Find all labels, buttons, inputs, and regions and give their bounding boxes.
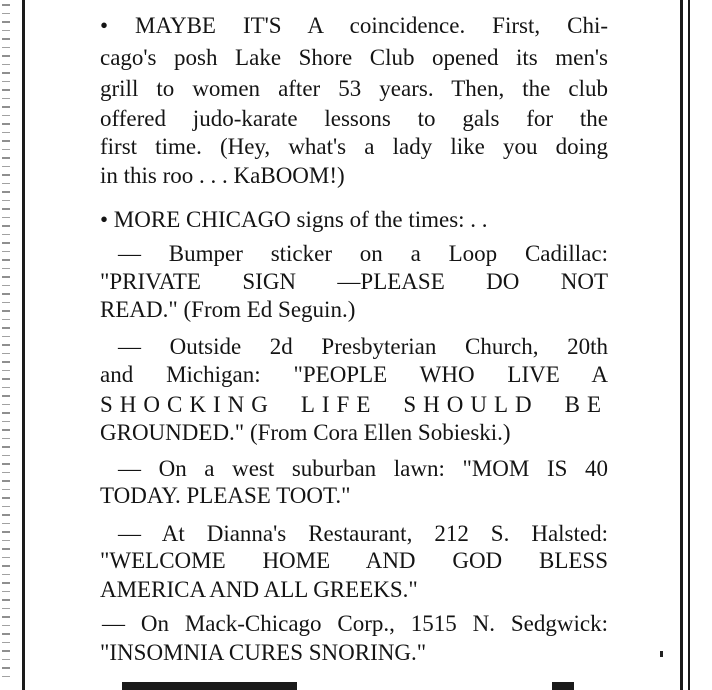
clipped-text-fragment [552, 682, 574, 690]
item1-line-5: first time. (Hey, what's a lady like you doing [100, 134, 608, 159]
clipped-next-line [122, 680, 612, 690]
entry5-line-2: "INSOMNIA CURES SNORING." [100, 640, 427, 665]
item1-line-1: • MAYBE IT'S A coincidence. First, Chi- [100, 13, 608, 38]
entry2-line-3: SHOCKING LIFE SHOULD BE [100, 392, 608, 417]
entry1-line-3: READ." (From Ed Seguin.) [100, 297, 356, 322]
entry1-line-1: — Bumper sticker on a Loop Cadillac: [118, 241, 608, 266]
left-margin-print-marks [2, 4, 10, 684]
entry4-line-2: "WELCOME HOME AND GOD BLESS [100, 548, 608, 573]
entry2-line-1: — Outside 2d Presbyterian Church, 20th [118, 334, 608, 359]
entry2-line-4: GROUNDED." (From Cora Ellen Sobieski.) [100, 420, 511, 445]
item1-line-6: in this roo . . . KaBOOM!) [100, 163, 345, 188]
entry4-line-1: — At Dianna's Restaurant, 212 S. Halsted: [118, 521, 608, 546]
entry5-line-1: — On Mack-Chicago Corp., 1515 N. Sedgwick: [102, 611, 608, 636]
right-column-rule [680, 0, 683, 690]
item1-line-3: grill to women after 53 years. Then, the club [100, 76, 608, 101]
entry3-line-2: TODAY. PLEASE TOOT." [100, 483, 351, 508]
clipped-text-fragment [122, 682, 297, 690]
entry4-line-3: AMERICA AND ALL GREEKS." [100, 577, 418, 602]
entry1-line-2: "PRIVATE SIGN —PLEASE DO NOT [100, 269, 608, 294]
item2-heading: • MORE CHICAGO signs of the times: . . [100, 207, 488, 232]
item1-line-2: cago's posh Lake Shore Club opened its men's [100, 45, 608, 70]
entry3-line-1: — On a west suburban lawn: "MOM IS 40 [118, 456, 608, 481]
entry2-line-2: and Michigan: "PEOPLE WHO LIVE A [100, 362, 608, 387]
right-column-rule-outer [688, 0, 690, 690]
item1-line-4: offered judo-karate lessons to gals for the [100, 106, 608, 131]
left-column-rule [22, 0, 25, 690]
ink-speck [660, 651, 663, 657]
